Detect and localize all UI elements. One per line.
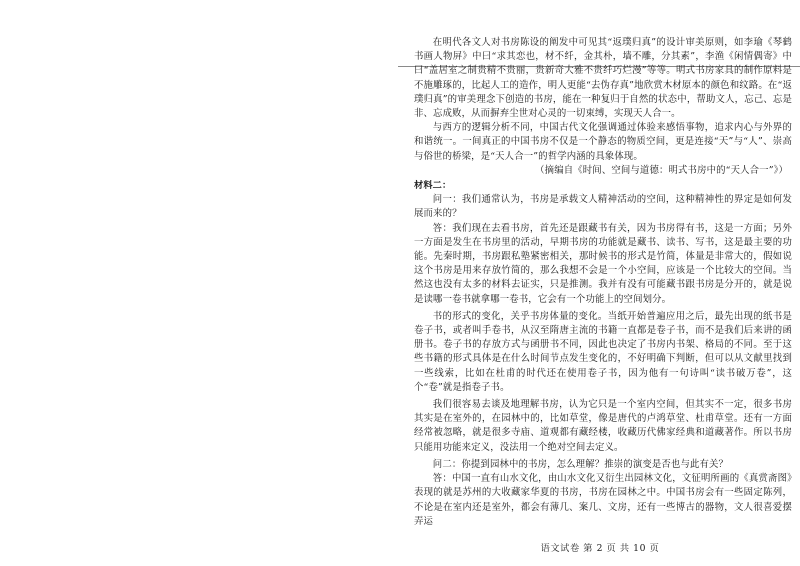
answer-one-part-3: 我们很容易去谈及地理解书房，认为它只是一个室内空间，但其实不一定，很多书房其实是在室外的，在园林中的，比如草堂，像是唐代的卢鸿草堂、杜甫草堂。还有一方面经常被忽略，就是很多寺庙、道观都有藏经楼，收藏历代佛家经典和道藏著作。所以书房只能用功能来定义，没法用一个绝对空间去定义。 bbox=[414, 399, 792, 453]
answer-one-part-2: 书的形式的变化，关乎书房体量的变化。当纸开始普遍应用之后，最先出现的纸书是卷子书，或者叫手卷书，从汉至隋唐主流的书籍一直都是卷子书，而不是我们后来讲的函册书。卷子书的存放方式与函册书不同，因此也决定了书房内书架、格局的不同。至于这些书籍的形式具体是在什么时间节点发生变化的，不好明确下判断，但可以从文献里找到一些线索，比如在杜甫的时代还在使用卷子书，因为他有一句诗叫“读书破万卷”，这个“卷”就是指卷子书。 bbox=[414, 310, 792, 393]
answer-one-part-1: 答：我们现在去看书房，首先还是跟藏书有关，因为书房得有书，这是一方面；另外一方面是发生在书房里的活动，早期书房的功能就是藏书、读书、写书，这是最主要的功能。先秦时期，书房跟私塾紧密相关，那时候书的形式是竹简，体量是非常大的，假如说这个书房是用来存放竹简的，那么我想不会是一个小空间，应该是一个比较大的空间。当然这也没有太多的材料去证实，只是推测。我并有没有可能藏书跟书房是分开的，就是说是读哪一卷书就拿哪一卷书，它会有一个功能上的空间划分。 bbox=[414, 222, 792, 305]
answer-two: 答：中国一直有山水文化，由山水文化又衍生出园林文化，文征明所画的《真赏斋图》表现的就是苏州的大收藏家华夏的书房，书房在园林之中。中国书房会有一些固定陈列，不论是在室内还是室外，都会有薄几、案几、文房，还有一些博古的器物，文人很喜爱摆弄运 bbox=[414, 473, 792, 527]
question-two: 问二：你提到园林中的书房，怎么理解？推崇的演变是否也与此有关？ bbox=[432, 458, 729, 470]
paragraph-harmony: 与西方的逻辑分析不同，中国古代文化强调通过体验来感悟事物，追求内心与外界的和谐统一。一间真正的中国书房不仅是一个静态的物质空间，更是连接“天”与“人”、崇高与俗世的桥梁，是“天人合一”的哲学内涵的具象体现。 bbox=[414, 122, 792, 162]
paragraph-aesthetic-principle: 在明代各文人对书房陈设的阐发中可见其“返璞归真”的设计审美原则，如李瑜《琴鹤书画人物屏》中曰“求其恋也，材不纤，金其朴，墙不雕，分其素”，李渔《闲情偶寄》中曰“盖居室之制贵精不贵丽，贵新奇大雅不贵纤巧烂漫”等等。明式书房家具的制作原料是不施雕琢的，比起人工的造作，明人更能“去伪存真”地欣赏木材原本的颜色和纹路。在“返璞归真”的审美理念下创造的书房，能在一种复归于自然的状态中，帮助文人，忘己、忘是非、忘成败，从而摒弃尘世对心灵的一切束缚，实现天人合一。 bbox=[414, 37, 792, 120]
page-footer: 语文试卷 第 2 页 共 10 页 bbox=[540, 543, 660, 554]
material-two-heading: 材料二： bbox=[414, 180, 452, 192]
text-column bbox=[414, 36, 792, 529]
question-one: 问一：我们通常认为，书房是承载文人精神活动的空间，这种精神性的界定是如何发展而来的？ bbox=[414, 194, 792, 220]
citation-source: （摘编自《时间、空间与道德：明式书房中的“天人合一”》） bbox=[535, 164, 788, 176]
